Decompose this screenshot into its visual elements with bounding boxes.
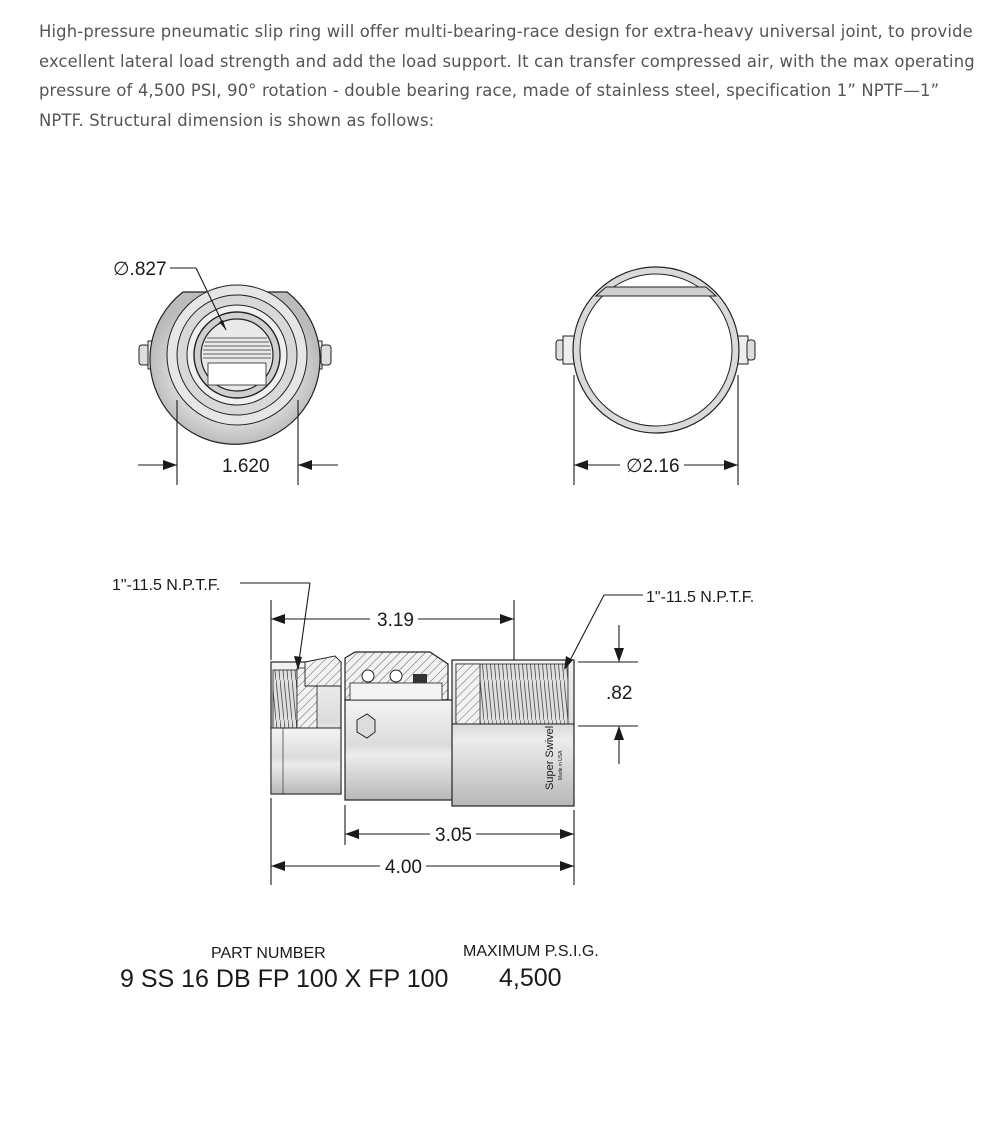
max-psig-value: 4,500 — [499, 964, 562, 992]
rear-left-nub — [556, 336, 575, 364]
max-psig-label: MAXIMUM P.S.I.G. — [463, 943, 599, 960]
front-width-label: 1.620 — [222, 456, 270, 477]
part-number-value: 9 SS 16 DB FP 100 X FP 100 — [120, 965, 449, 993]
dim-height-label: .82 — [606, 683, 633, 704]
rear-diameter-label: ∅2.16 — [626, 456, 680, 477]
front-view — [113, 259, 338, 485]
dim-body-label: 3.05 — [435, 825, 472, 846]
right-thread-label: 1"-11.5 N.P.T.F. — [646, 589, 755, 606]
intro-text: High-pressure pneumatic slip ring will offer multi-bearing-race design for extra-heavy universal joint, to provide excellent lateral load strength and add the load support. It can transfer compressed air, with the max operating pressure of 4,500 PSI, 90° rotation - double bearing race, made of stainless steel, specification 1” NPTF—1” NPTF. Structural dimension is shown as follows: — [39, 22, 975, 130]
brand-mark: Super Swivel — [544, 725, 556, 790]
brand-sub: Made in USA — [558, 750, 564, 780]
left-thread-label: 1"-11.5 N.P.T.F. — [112, 577, 221, 594]
dim-overall-label: 4.00 — [385, 857, 422, 878]
part-number-label: PART NUMBER — [211, 945, 326, 962]
side-view — [112, 577, 754, 885]
rear-view — [556, 267, 755, 485]
spec-block — [120, 943, 599, 993]
bore-diameter-label: ∅.827 — [113, 259, 167, 280]
dim-top-label: 3.19 — [377, 610, 414, 631]
